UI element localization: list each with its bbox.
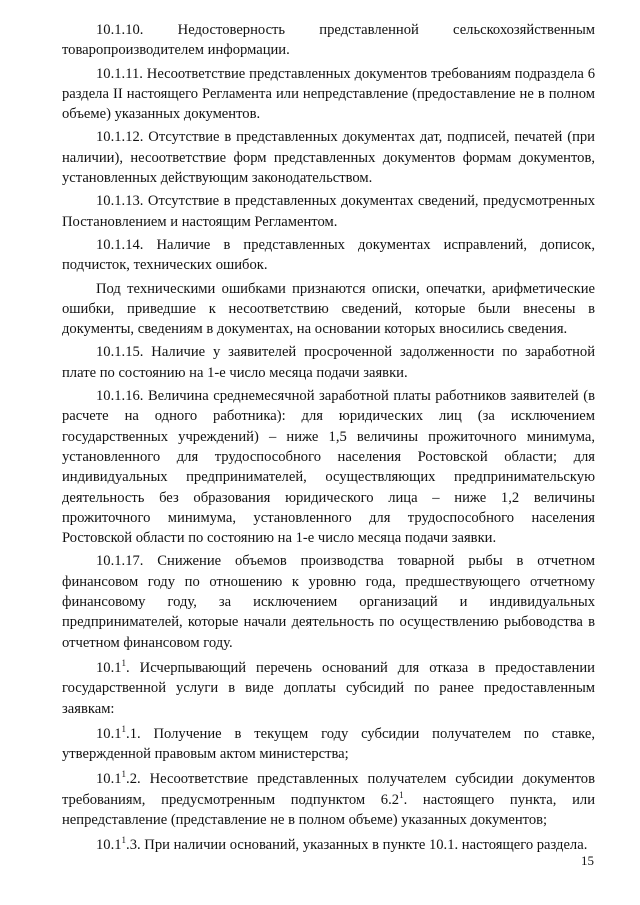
paragraph-text: 10.1.11. Несоответствие представленных документов требованиям подраздела 6 раздела II настоящего Регламента или непредставление (предоставление не в полном объеме) указанных документов. <box>62 65 595 123</box>
paragraph-text: 10.1.14. Наличие в представленных документах исправлений, дописок, подчисток, технических ошибок. <box>62 236 595 274</box>
paragraph-text: 10.1.15. Наличие у заявителей просроченной задолженности по заработной плате по состоянию на 1-е число месяца подачи заявки. <box>62 344 595 381</box>
paragraph-p-10-1-11 <box>62 64 595 125</box>
paragraph-text: 10.1.16. Величина среднемесячной заработной платы работников заявителей (в расчете на одного работника): для юридических лиц (за исключением государственных учреждений) – ниже 1,5 величины прожиточного минимума, установленного для трудоспособного населения Ростовской области; для индивидуальных предпринимателей, осуществляющих предпринимательскую деятельность без образования юридического лица – ниже 1,2 величины прожиточного минимума, установленного для трудоспособного населения Ростовской области по состоянию на 1-е число месяца подачи заявки. <box>62 388 595 547</box>
paragraph-p-10-1-sup <box>62 658 595 719</box>
paragraph-text: .3. При наличии оснований, указанных в пункте 10.1. настоящего раздела. <box>126 837 588 854</box>
paragraph-text: 10.1 <box>96 837 122 854</box>
paragraph-p-10-1-17 <box>62 551 595 652</box>
paragraph-text: 10.1 <box>96 771 122 788</box>
paragraph-p-10-1-12 <box>62 127 595 188</box>
paragraph-text: 10.1.10. Недостоверность представленной сельскохозяйственным товаропроизводителем информации. <box>62 22 595 59</box>
superscript: 1 <box>121 658 127 669</box>
document-body <box>62 20 595 856</box>
paragraph-p-10-1-sup-2 <box>62 769 595 830</box>
paragraph-text: 10.1 <box>96 725 122 742</box>
superscript: 1 <box>399 789 404 800</box>
paragraph-text: . настоящего пункта, или непредставление (представление не в полном объеме) указанных документов; <box>62 791 596 828</box>
paragraph-p-10-1-13 <box>62 191 595 232</box>
superscript: 1 <box>121 769 127 780</box>
paragraph-p-10-1-15 <box>62 342 595 383</box>
paragraph-text: .2. Несоответствие представленных получателем субсидии документов требованиям, предусмотренным подпунктом 6.2 <box>62 771 595 808</box>
paragraph-text: 10.1.13. Отсутствие в представленных документах сведений, предусмотренных Постановлением и настоящим Регламентом. <box>62 193 595 230</box>
paragraph-p-10-1-sup-3 <box>62 835 595 855</box>
paragraph-text: Под техническими ошибками признаются описки, опечатки, арифметические ошибки, приведшие к несоответствию сведений, которые были внесены в документы, сведениям в документах, на основании которых вносились сведения. <box>62 280 595 338</box>
paragraph-p-10-1-16 <box>62 386 595 548</box>
paragraph-text: .1. Получение в текущем году субсидии получателем по ставке, утвержденной правовым актом министерства; <box>62 725 595 763</box>
superscript: 1 <box>121 835 127 846</box>
superscript: 1 <box>121 723 127 734</box>
paragraph-p-10-1-sup-1 <box>62 724 595 765</box>
paragraph-text: 10.1.12. Отсутствие в представленных документах дат, подписей, печатей (при наличии), несоответствие форм представленных документов формам документов, установленных действующим законодательством. <box>62 129 595 187</box>
paragraph-p-10-1-14 <box>62 235 595 276</box>
paragraph-text: . Исчерпывающий перечень оснований для отказа в предоставлении государственной услуги в виде доплаты субсидий по ранее предоставленным заявкам: <box>62 659 595 717</box>
paragraph-text: 10.1.17. Снижение объемов производства товарной рыбы в отчетном финансовом году по отношению к уровню года, предшествующего отчетному финансовому году, за исключением организаций и индивидуальных предпринимателей, которые начали деятельность по осуществлению рыбоводства в отчетном финансовом году. <box>62 553 595 651</box>
paragraph-p-tech-errors <box>62 279 595 340</box>
page-number: 15 <box>581 853 594 868</box>
paragraph-p-10-1-10 <box>62 20 595 61</box>
paragraph-text: 10.1 <box>96 659 122 676</box>
